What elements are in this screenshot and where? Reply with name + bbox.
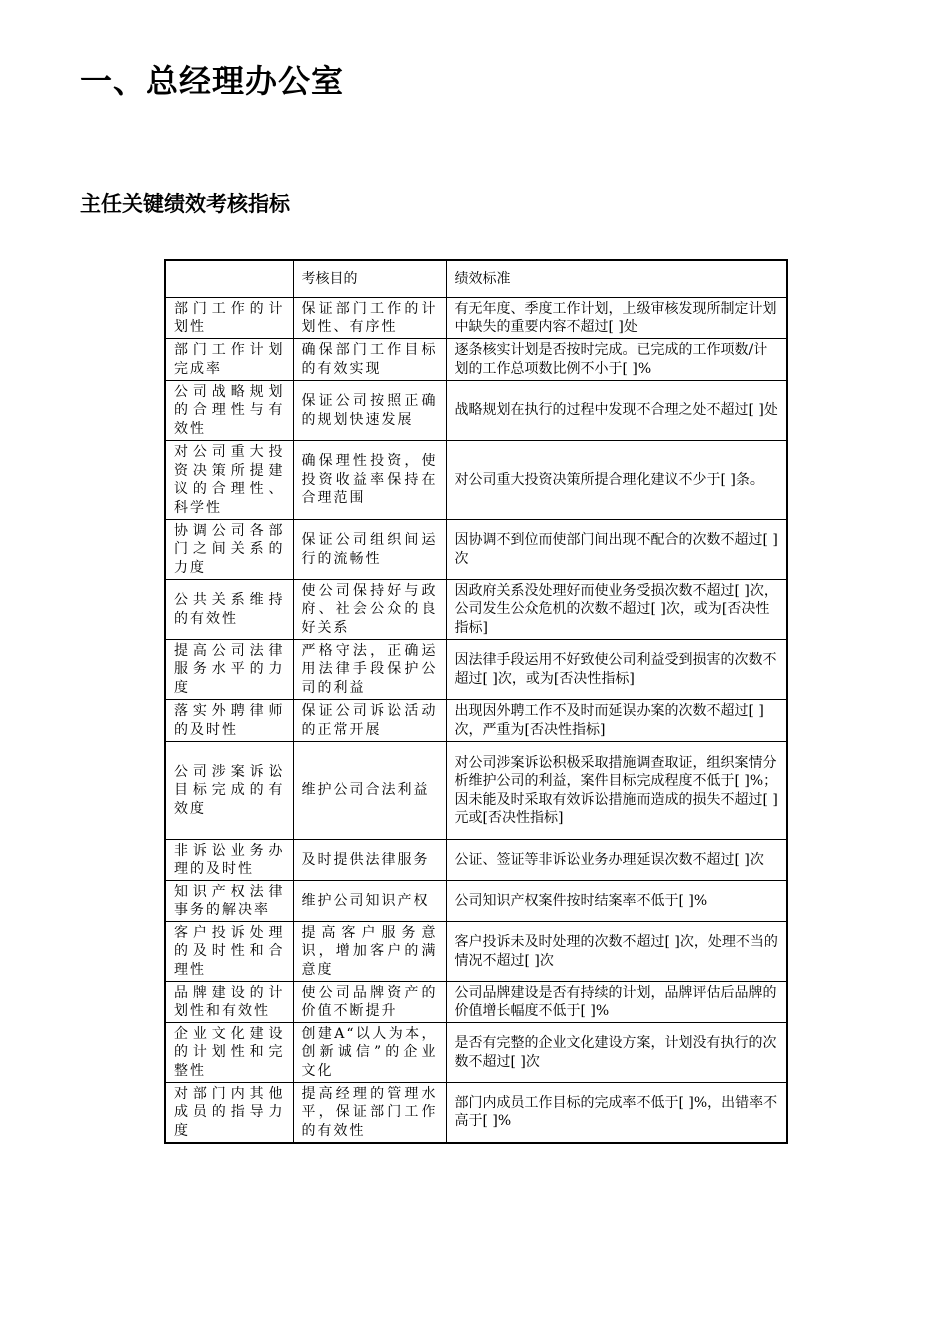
cell-purpose: 维护公司知识产权: [293, 881, 446, 922]
header-cell-purpose: 考核目的: [293, 260, 446, 298]
table-header-row: [165, 260, 787, 298]
cell-purpose: 保证公司组织间运行的流畅性: [293, 520, 446, 580]
cell-item: 客户投诉处理的及时性和合理性: [165, 922, 293, 982]
cell-purpose: 保证公司诉讼活动的正常开展: [293, 700, 446, 742]
header-cell-standard: 绩效标准: [446, 260, 787, 298]
table-row: [165, 840, 787, 881]
cell-purpose: 确保理性投资，使投资收益率保持在合理范围: [293, 441, 446, 520]
cell-purpose: 使公司保持好与政府、社会公众的良好关系: [293, 580, 446, 640]
cell-standard: 公证、签证等非诉讼业务办理延误次数不超过[ ]次: [446, 840, 787, 881]
table-row: [165, 520, 787, 580]
cell-item: 公共关系维持的有效性: [165, 580, 293, 640]
cell-standard: 部门内成员工作目标的完成率不低于[ ]%，出错率不高于[ ]%: [446, 1083, 787, 1143]
kpi-table: [164, 259, 788, 1144]
table-row: [165, 381, 787, 441]
cell-purpose: 保证部门工作的计划性、有序性: [293, 298, 446, 339]
table-row: [165, 982, 787, 1023]
cell-standard: 因政府关系没处理好而使业务受损次数不超过[ ]次，公司发生公众危机的次数不超过[ ]次，或为[否决性指标]: [446, 580, 787, 640]
table-row: [165, 1083, 787, 1143]
cell-purpose: 及时提供法律服务: [293, 840, 446, 881]
table-row: [165, 700, 787, 742]
table-row: [165, 1023, 787, 1083]
table-row: [165, 298, 787, 339]
cell-item: 部门工作的计划性: [165, 298, 293, 339]
cell-purpose: 严格守法，正确运用法律手段保护公司的利益: [293, 640, 446, 700]
cell-item: 企业文化建设的计划性和完整性: [165, 1023, 293, 1083]
cell-item: 对公司重大投资决策所提建议的合理性、科学性: [165, 441, 293, 520]
section-title: 主任关键绩效考核指标: [80, 192, 290, 216]
cell-standard: 出现因外聘工作不及时而延误办案的次数不超过[ ]次，严重为[否决性指标]: [446, 700, 787, 742]
cell-purpose: 使公司品牌资产的价值不断提升: [293, 982, 446, 1023]
cell-item: 公司涉案诉讼目标完成的有效度: [165, 742, 293, 840]
cell-item: 提高公司法律服务水平的力度: [165, 640, 293, 700]
cell-item: 部门工作计划完成率: [165, 339, 293, 381]
cell-purpose: 提高客户服务意识，增加客户的满意度: [293, 922, 446, 982]
table-row: [165, 339, 787, 381]
cell-item: 非诉讼业务办理的及时性: [165, 840, 293, 881]
cell-standard: 公司知识产权案件按时结案率不低于[ ]%: [446, 881, 787, 922]
cell-item: 落实外聘律师的及时性: [165, 700, 293, 742]
table-row: [165, 640, 787, 700]
cell-purpose: 维护公司合法利益: [293, 742, 446, 840]
cell-standard: 因协调不到位而使部门间出现不配合的次数不超过[ ]次: [446, 520, 787, 580]
cell-purpose: 确保部门工作目标的有效实现: [293, 339, 446, 381]
cell-purpose: 提高经理的管理水平，保证部门工作的有效性: [293, 1083, 446, 1143]
cell-standard: 是否有完整的企业文化建设方案，计划没有执行的次数不超过[ ]次: [446, 1023, 787, 1083]
cell-standard: 因法律手段运用不好致使公司利益受到损害的次数不超过[ ]次，或为[否决性指标]: [446, 640, 787, 700]
cell-item: 协调公司各部门之间关系的力度: [165, 520, 293, 580]
cell-standard: 有无年度、季度工作计划，上级审核发现所制定计划中缺失的重要内容不超过[ ]处: [446, 298, 787, 339]
cell-standard: 客户投诉未及时处理的次数不超过[ ]次，处理不当的情况不超过[ ]次: [446, 922, 787, 982]
table-row: [165, 441, 787, 520]
cell-purpose: 创建A“以人为本，创新诚信”的企业文化: [293, 1023, 446, 1083]
table-row: [165, 580, 787, 640]
cell-item: 公司战略规划的合理性与有效性: [165, 381, 293, 441]
cell-standard: 对公司涉案诉讼积极采取措施调查取证，组织案情分析维护公司的利益，案件目标完成程度不低于[ ]%；因未能及时采取有效诉讼措施而造成的损失不超过[ ]元或[否决性指标]: [446, 742, 787, 840]
cell-standard: 战略规划在执行的过程中发现不合理之处不超过[ ]处: [446, 381, 787, 441]
table-row: [165, 881, 787, 922]
cell-standard: 对公司重大投资决策所提合理化建议不少于[ ]条。: [446, 441, 787, 520]
cell-standard: 逐条核实计划是否按时完成。已完成的工作项数/计划的工作总项数比例不小于[ ]%: [446, 339, 787, 381]
table-row: [165, 742, 787, 840]
cell-item: 品牌建设的计划性和有效性: [165, 982, 293, 1023]
cell-standard: 公司品牌建设是否有持续的计划，品牌评估后品牌的价值增长幅度不低于[ ]%: [446, 982, 787, 1023]
table-row: [165, 922, 787, 982]
cell-purpose: 保证公司按照正确的规划快速发展: [293, 381, 446, 441]
cell-item: 对部门内其他成员的指导力度: [165, 1083, 293, 1143]
header-cell-item: [165, 260, 293, 298]
page-title: 一、总经理办公室: [80, 62, 345, 100]
cell-item: 知识产权法律事务的解决率: [165, 881, 293, 922]
